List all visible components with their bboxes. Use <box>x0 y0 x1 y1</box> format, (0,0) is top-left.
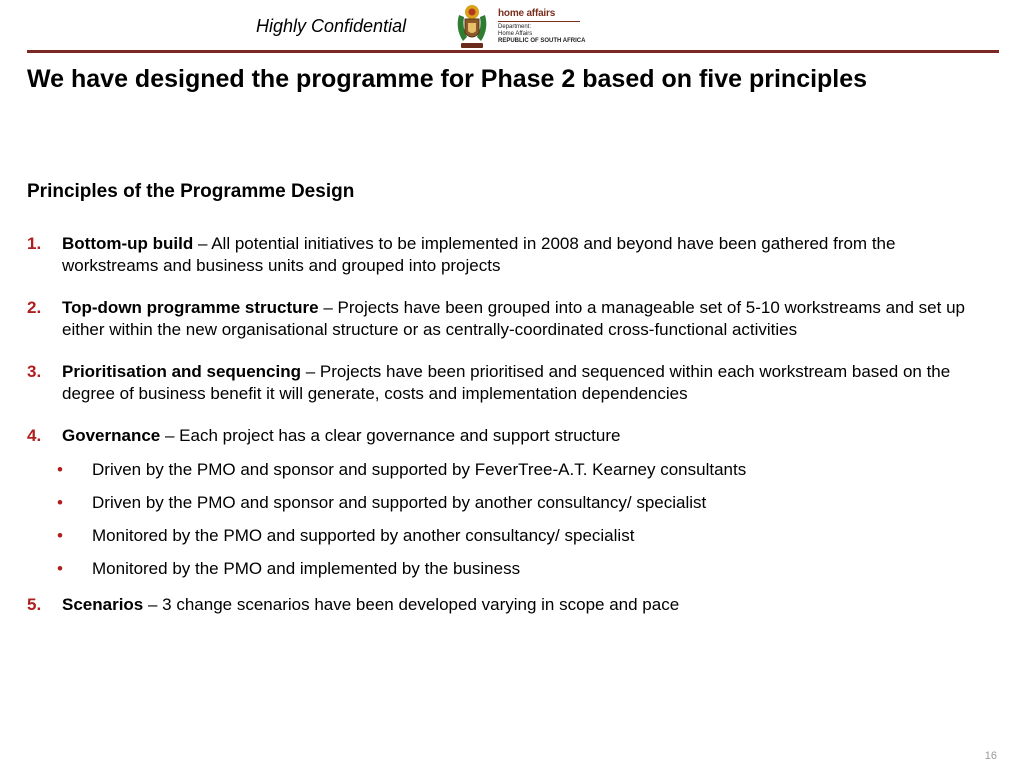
governance-bullets <box>57 459 992 580</box>
principles-list <box>27 233 992 636</box>
bullet-marker: • <box>57 559 63 578</box>
logo-name: home affairs <box>498 8 556 19</box>
bullet-text: Monitored by the PMO and implemented by the business <box>92 559 521 578</box>
principle-item <box>27 233 992 277</box>
principle-term: Bottom-up build <box>62 234 194 253</box>
bullet-text: Driven by the PMO and sponsor and supported by FeverTree-A.T. Kearney consultants <box>92 460 747 479</box>
principle-item <box>27 361 992 405</box>
slide-title: We have designed the programme for Phase 2 based on five principles <box>27 65 868 93</box>
principle-description: – 3 change scenarios have been developed varying in scope and pace <box>143 595 680 614</box>
principle-number: 2. <box>27 298 42 317</box>
logo-divider <box>498 21 580 22</box>
confidentiality-label: Highly Confidential <box>256 16 407 36</box>
logo-line2: Home Affairs <box>498 31 533 37</box>
principle-description: – Each project has a clear governance and support structure <box>160 426 621 445</box>
principle-term: Top-down programme structure <box>62 298 319 317</box>
principle-number: 5. <box>27 595 42 614</box>
principle-number: 3. <box>27 362 42 381</box>
bullet-text: Monitored by the PMO and supported by another consultancy/ specialist <box>92 526 635 545</box>
section-subheading: Principles of the Programme Design <box>27 181 355 202</box>
bullet-text: Driven by the PMO and sponsor and supported by another consultancy/ specialist <box>92 493 707 512</box>
principle-item <box>27 594 992 616</box>
principle-item <box>27 425 992 580</box>
principle-number: 1. <box>27 234 42 253</box>
logo-line1: Department: <box>498 24 532 30</box>
principle-description: – Projects have been prioritised and sequenced within each workstream based on the degree of business benefit it will generate, costs and implementation dependencies <box>62 362 951 403</box>
principle-number: 4. <box>27 426 42 445</box>
principle-term: Governance <box>62 426 161 445</box>
bullet-marker: • <box>57 460 63 479</box>
governance-bullet <box>27 525 992 547</box>
coat-of-arms-icon <box>453 3 491 51</box>
principle-term: Scenarios <box>62 595 144 614</box>
logo-line3: REPUBLIC OF SOUTH AFRICA <box>498 38 586 44</box>
logo-text <box>498 8 585 45</box>
bullet-marker: • <box>57 493 63 512</box>
governance-bullet <box>27 492 992 514</box>
bullet-marker: • <box>57 526 63 545</box>
header-rule <box>27 50 999 53</box>
principle-term: Prioritisation and sequencing <box>62 362 301 381</box>
home-affairs-logo <box>453 3 593 51</box>
governance-bullet <box>27 459 992 481</box>
principle-item <box>27 297 992 341</box>
governance-bullet <box>27 558 992 580</box>
principle-description: – Projects have been grouped into a manageable set of 5-10 workstreams and set up either within the new organisational structure or as centrally-coordinated cross-functional activities <box>62 298 965 339</box>
page-number: 16 <box>984 750 997 762</box>
principle-description: – All potential initiatives to be implemented in 2008 and beyond have been gathered from the workstreams and business units and grouped into projects <box>62 234 896 275</box>
